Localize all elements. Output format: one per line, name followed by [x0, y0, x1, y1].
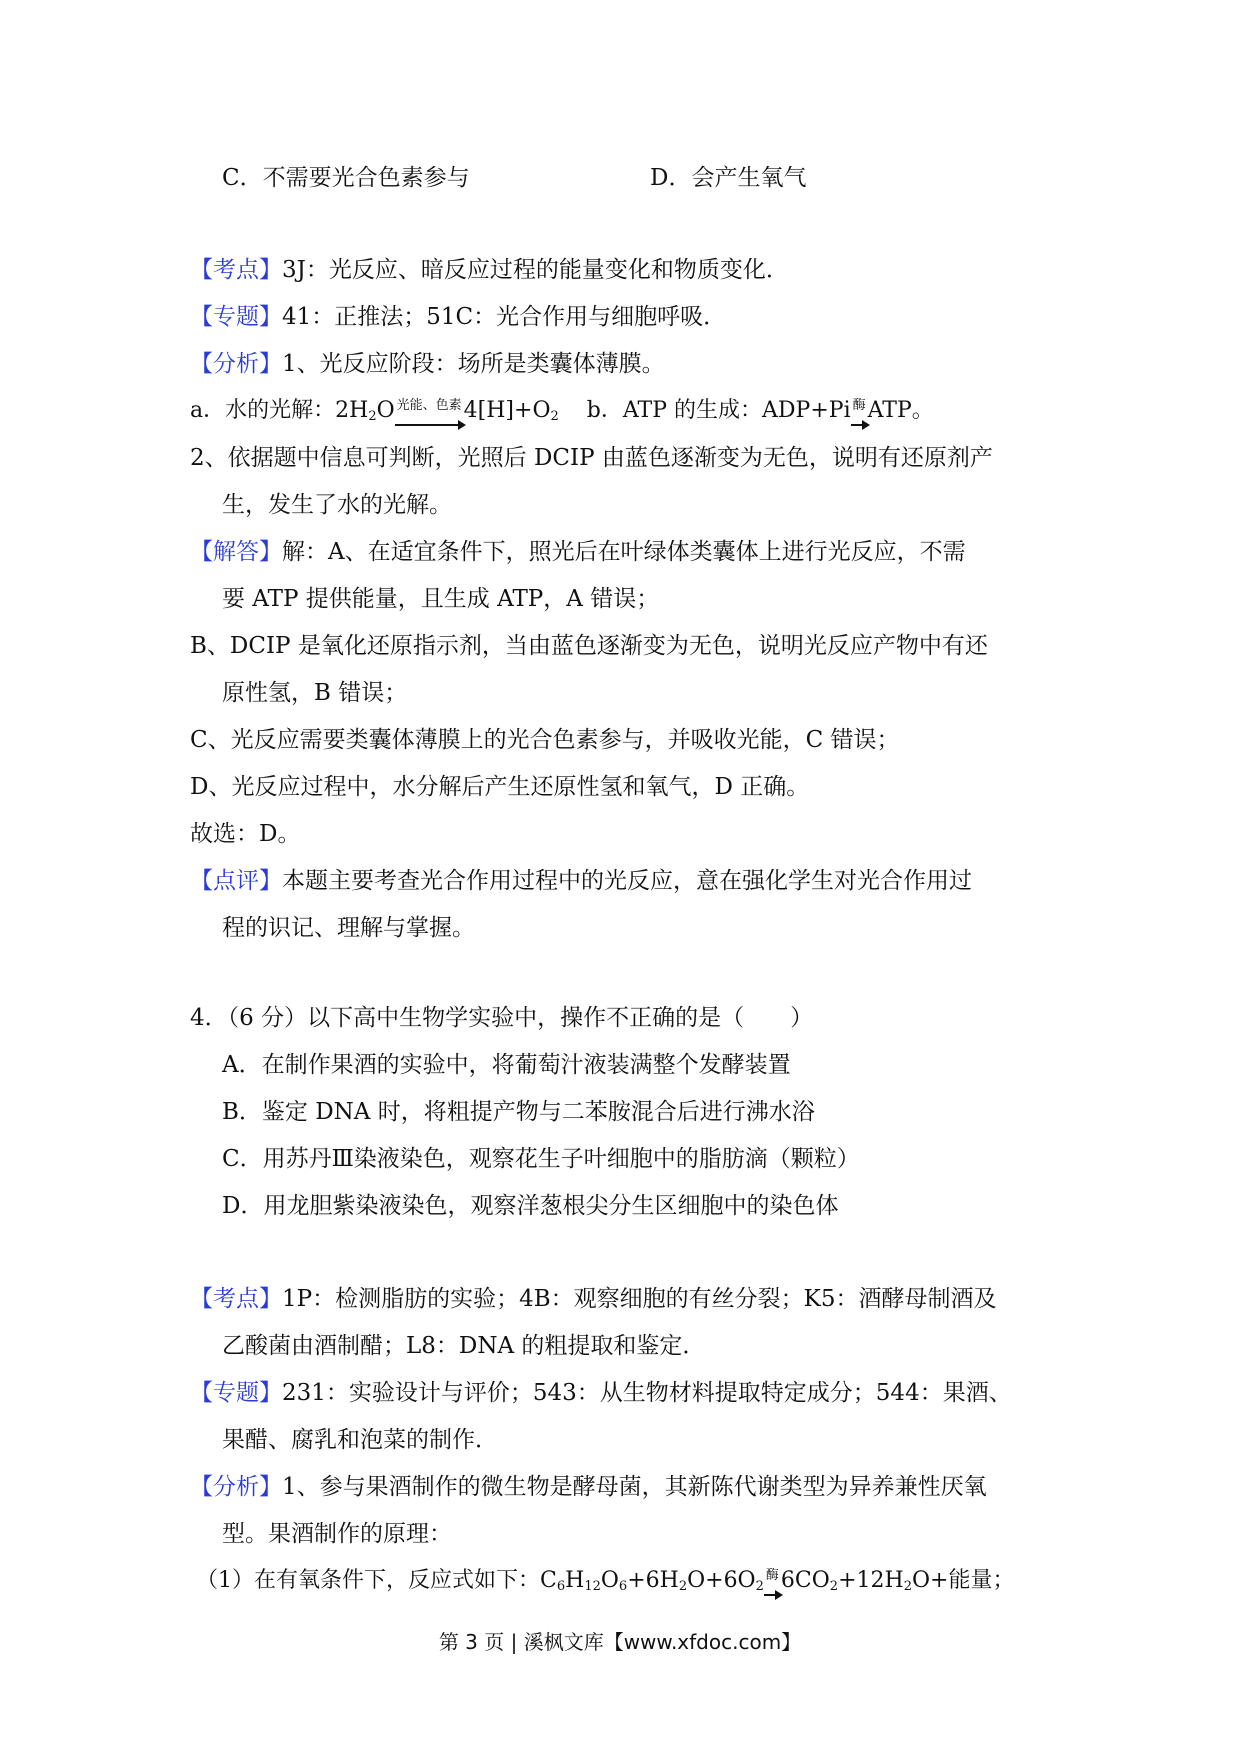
- eq-text: +12H: [838, 1568, 904, 1593]
- q4-kaodian: [190, 1284, 996, 1314]
- q3-dianping: [190, 866, 972, 896]
- q4-stem: 4．（6 分）以下高中生物学实验中，操作不正确的是（ ）: [190, 1005, 814, 1031]
- fenxi-tag: 【分析】: [190, 1474, 282, 1500]
- eq-text: H: [565, 1568, 585, 1593]
- q4-zhuanti-line2: 果醋、腐乳和泡菜的制作．: [222, 1427, 498, 1453]
- q3-zhuanti: [190, 302, 726, 332]
- formula-a-sub1: 2: [368, 409, 377, 424]
- q3-b-line1: B、DCIP 是氧化还原指示剂，当由蓝色逐渐变为无色，说明光反应产物中有还: [190, 633, 988, 659]
- q3-c-line: C、光反应需要类囊体薄膜上的光合色素参与，并吸收光能，C 错误；: [190, 727, 900, 753]
- reaction-arrow-enzyme: [764, 1566, 781, 1599]
- q3-answer: 故选：D。: [190, 821, 301, 847]
- q4-option-b: B．鉴定 DNA 时，将粗提产物与二苯胺混合后进行沸水浴: [222, 1099, 815, 1125]
- formula-b-right: ATP。: [867, 398, 934, 423]
- q3-option-d: D．会产生氧气: [650, 165, 807, 191]
- q3-option-c: C．不需要光合色素参与: [222, 165, 470, 191]
- q3-jieda-line2: 要 ATP 提供能量，且生成 ATP，A 错误；: [222, 586, 660, 612]
- q4-fenxi-line2: 型。果酒制作的原理：: [222, 1521, 452, 1547]
- q3-kaodian: [190, 255, 789, 285]
- eq-sub: 2: [829, 1579, 839, 1594]
- kaodian-tag: 【考点】: [190, 257, 282, 283]
- q4-kaodian-line2: 乙酸菌由酒制醋；L8：DNA 的粗提取和鉴定．: [222, 1333, 706, 1359]
- eq-sub: 2: [903, 1579, 912, 1594]
- formula-a-sub2: 2: [550, 409, 559, 424]
- kaodian-text: 3J：光反应、暗反应过程的能量变化和物质变化．: [282, 257, 789, 283]
- q3-fenxi: [190, 349, 665, 379]
- dianping-text: 本题主要考查光合作用过程中的光反应，意在强化学生对光合作用过: [282, 868, 972, 894]
- zhuanti-text: 41：正推法；51C：光合作用与细胞呼吸．: [282, 304, 727, 330]
- q3-jieda: [190, 537, 966, 567]
- q3-dianping-line2: 程的识记、理解与掌握。: [222, 915, 475, 941]
- q3-d-line: D、光反应过程中，水分解后产生还原性氢和氧气，D 正确。: [190, 774, 810, 800]
- aerobic-respiration-equation: [196, 1566, 1014, 1599]
- kaodian-text: 1P：检测脂肪的实验；4B：观察细胞的有丝分裂；K5：酒酵母制酒及: [282, 1286, 997, 1312]
- page-footer: 第 3 页 | 溪枫文库【www.xfdoc.com】: [438, 1630, 802, 1654]
- q3-point2-line1: 2、依据题中信息可判断，光照后 DCIP 由蓝色逐渐变为无色，说明有还原剂产: [190, 445, 993, 471]
- eq-text: O: [600, 1568, 619, 1593]
- q4-zhuanti: [190, 1378, 1012, 1408]
- zhuanti-tag: 【专题】: [190, 304, 282, 330]
- eq-sub: 6: [556, 1579, 566, 1594]
- arrow-condition-enzyme: 酶: [852, 398, 866, 413]
- eq-sub: 6: [618, 1579, 628, 1594]
- eq-text: 6CO: [780, 1568, 830, 1593]
- formula-b-prefix: b．ATP 的生成：ADP+Pi: [586, 398, 851, 423]
- zhuanti-tag: 【专题】: [190, 1380, 282, 1406]
- eq-text: O+6O: [687, 1568, 756, 1593]
- formula-a-right: 4[H]+O: [463, 398, 551, 423]
- fenxi-tag: 【分析】: [190, 351, 282, 377]
- photolysis-formula: [190, 396, 934, 429]
- fenxi-text: 1、光反应阶段：场所是类囊体薄膜。: [282, 351, 665, 377]
- jieda-tag: 【解答】: [190, 539, 282, 565]
- q3-b-line2: 原性氢，B 错误；: [222, 680, 408, 706]
- kaodian-tag: 【考点】: [190, 1286, 282, 1312]
- eq-prefix: （1）在有氧条件下，反应式如下：C: [196, 1568, 557, 1593]
- eq-text: +6H: [627, 1568, 679, 1593]
- fenxi-text: 1、参与果酒制作的微生物是酵母菌，其新陈代谢类型为异养兼性厌氧: [282, 1474, 987, 1500]
- q4-option-d: D．用龙胆紫染液染色，观察洋葱根尖分生区细胞中的染色体: [222, 1193, 839, 1219]
- arrow-condition-enzyme: 酶: [765, 1568, 779, 1583]
- eq-sub: 2: [678, 1579, 688, 1594]
- eq-sub: 12: [584, 1579, 601, 1594]
- jieda-text: 解：A、在适宜条件下，照光后在叶绿体类囊体上进行光反应，不需: [282, 539, 966, 565]
- eq-sub: 2: [755, 1579, 764, 1594]
- eq-text: O+能量；: [911, 1568, 1015, 1593]
- formula-a-mid: O: [376, 398, 395, 423]
- q4-option-a: A．在制作果酒的实验中，将葡萄汁液装满整个发酵装置: [222, 1052, 791, 1078]
- reaction-arrow-light: [395, 396, 464, 429]
- zhuanti-text: 231：实验设计与评价；543：从生物材料提取特定成分；544：果酒、: [282, 1380, 1012, 1406]
- dianping-tag: 【点评】: [190, 868, 282, 894]
- q4-option-c: C．用苏丹Ⅲ染液染色，观察花生子叶细胞中的脂肪滴（颗粒）: [222, 1146, 860, 1172]
- reaction-arrow-enzyme: [851, 396, 868, 429]
- formula-a-prefix: a．水的光解：2H: [190, 398, 369, 423]
- arrow-condition-light: 光能、色素: [396, 398, 462, 413]
- q3-point2-line2: 生，发生了水的光解。: [222, 492, 452, 518]
- q4-fenxi: [190, 1472, 987, 1502]
